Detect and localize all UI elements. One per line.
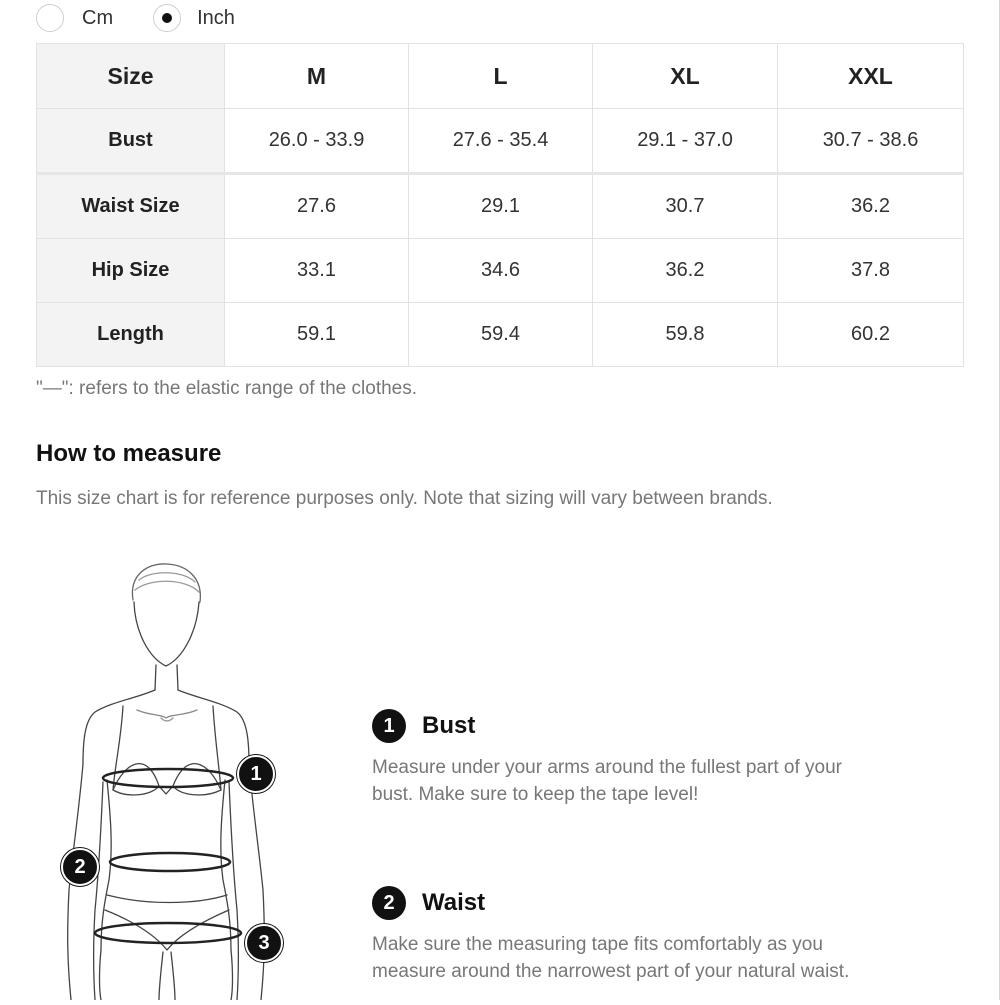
table-cell: 27.6 xyxy=(225,174,409,239)
table-header-cell: XXL xyxy=(778,44,964,109)
table-cell: 30.7 xyxy=(593,174,778,239)
waist-marker-badge: 2 xyxy=(61,848,99,886)
table-row xyxy=(37,109,964,174)
radio-selected-dot xyxy=(162,13,172,23)
elastic-range-note: "—": refers to the elastic range of the clothes. xyxy=(36,378,418,399)
waist-description-line: Make sure the measuring tape fits comfortably as you xyxy=(372,934,823,955)
waist-description xyxy=(372,931,932,985)
table-cell: 59.8 xyxy=(593,303,778,367)
table-cell: 59.1 xyxy=(225,303,409,367)
table-cell: 27.6 - 35.4 xyxy=(409,109,593,174)
bust-description-line: bust. Make sure to keep the tape level! xyxy=(372,784,699,805)
table-cell: 36.2 xyxy=(593,239,778,303)
table-header-cell: L xyxy=(409,44,593,109)
bust-description xyxy=(372,754,932,808)
waist-instruction xyxy=(372,885,932,985)
table-header-cell: XL xyxy=(593,44,778,109)
table-cell: 60.2 xyxy=(778,303,964,367)
table-header-row xyxy=(37,44,964,109)
inch-radio[interactable] xyxy=(153,4,181,32)
table-cell: 34.6 xyxy=(409,239,593,303)
bust-title: Bust xyxy=(422,712,476,739)
table-cell: 37.8 xyxy=(778,239,964,303)
waist-instruction-heading xyxy=(372,885,932,921)
table-row xyxy=(37,174,964,239)
how-to-measure-heading: How to measure xyxy=(36,440,222,467)
waist-number-icon: 2 xyxy=(372,886,406,920)
row-label: Bust xyxy=(37,109,225,174)
body-measurement-illustration xyxy=(55,550,295,1000)
table-cell: 26.0 - 33.9 xyxy=(225,109,409,174)
bust-marker-badge: 1 xyxy=(237,755,275,793)
table-cell: 29.1 xyxy=(409,174,593,239)
cm-radio-label[interactable]: Cm xyxy=(82,6,114,29)
table-row xyxy=(37,303,964,367)
table-cell: 59.4 xyxy=(409,303,593,367)
waist-description-line: measure around the narrowest part of your natural waist. xyxy=(372,961,850,982)
cm-radio[interactable] xyxy=(36,4,64,32)
table-row xyxy=(37,239,964,303)
unit-selector xyxy=(36,2,235,34)
size-chart-disclaimer: This size chart is for reference purposes only. Note that sizing will vary between brands. xyxy=(36,488,773,509)
row-label: Waist Size xyxy=(37,174,225,239)
bust-instruction-heading xyxy=(372,708,932,744)
inch-radio-label[interactable]: Inch xyxy=(197,6,235,29)
table-header-cell: M xyxy=(225,44,409,109)
table-header-cell: Size xyxy=(37,44,225,109)
table-cell: 36.2 xyxy=(778,174,964,239)
row-label: Hip Size xyxy=(37,239,225,303)
table-cell: 30.7 - 38.6 xyxy=(778,109,964,174)
bust-description-line: Measure under your arms around the fullest part of your xyxy=(372,757,842,778)
hip-marker-badge: 3 xyxy=(245,924,283,962)
table-cell: 33.1 xyxy=(225,239,409,303)
waist-title: Waist xyxy=(422,889,486,916)
size-table xyxy=(36,43,964,367)
bust-number-icon: 1 xyxy=(372,709,406,743)
row-label: Length xyxy=(37,303,225,367)
table-cell: 29.1 - 37.0 xyxy=(593,109,778,174)
bust-instruction xyxy=(372,708,932,808)
